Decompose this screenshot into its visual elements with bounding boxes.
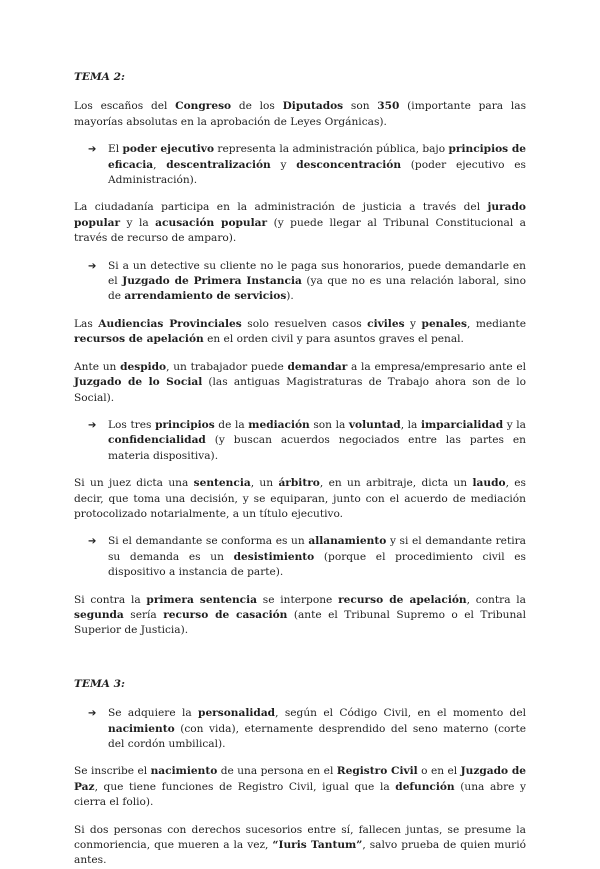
text-run: , según el Código Civil, en el momento del [275, 707, 526, 720]
text-run: de los [231, 100, 283, 113]
bold-term: poder ejecutivo [122, 143, 215, 156]
arrow-bullet-icon: ➔ [88, 260, 97, 272]
paragraph [74, 99, 526, 130]
text-run: de una persona en el [217, 765, 337, 778]
text-run: de la [214, 418, 249, 431]
text-run: Si a un detective su cliente no le paga sus honorarios, puede demandarle en el [108, 259, 526, 288]
bold-term: “Iuris Tantum” [272, 839, 363, 852]
text-run: o en el [417, 765, 461, 778]
bold-term: primera sentencia [146, 593, 257, 606]
bold-term: jurado popular [74, 201, 526, 229]
text-run: y [404, 317, 422, 330]
text-run: representa la administración pública, bajo [214, 143, 449, 156]
text-run: , mediante [466, 317, 526, 330]
bold-term: recurso de apelación [338, 593, 467, 606]
text-run: Si contra la [74, 593, 147, 606]
paragraph [74, 200, 526, 246]
bold-term: desistimiento [233, 550, 315, 563]
text-run: en el orden civil y para asuntos graves el penal. [203, 333, 464, 346]
text-run: , que tiene funciones de Registro Civil, igual que la [94, 780, 396, 793]
bold-term: voluntad [348, 418, 401, 431]
text-run: (ante el Tribunal Supremo o el Tribunal Superior de Justicia). [74, 608, 527, 637]
bold-term: Congreso [175, 100, 232, 113]
text-run: Las [74, 317, 99, 330]
section-heading: TEMA 2: [74, 71, 125, 83]
bullet-item [74, 706, 526, 752]
text-run: , es decir, que toma una decisión, y se equiparan, junto con el acuerdo de mediación protocolizado notarialmente, a un título ejecutivo. [74, 477, 526, 520]
text-run: ). [286, 290, 294, 303]
text-run: y [270, 158, 297, 171]
text-run: y la [503, 418, 526, 431]
bold-term: principios de eficacia [108, 143, 526, 171]
bold-term: defunción [395, 780, 455, 793]
bullet-item [74, 142, 526, 188]
text-run: Se inscribe el [74, 765, 151, 778]
bold-term: demandar [287, 360, 348, 373]
bold-term: imparcialidad [420, 418, 504, 431]
text-run: (y puede llegar al Tribunal Constitucional a través de recurso de amparo). [74, 216, 527, 245]
text-run: (las antiguas Magistraturas de Trabajo ahora son de lo Social). [74, 376, 526, 404]
bold-term: personalidad [198, 707, 276, 720]
text-run: , la [400, 418, 421, 431]
bullet-item [74, 259, 526, 305]
text-run: El [108, 143, 123, 156]
paragraph [74, 593, 526, 639]
paragraph [74, 764, 526, 810]
arrow-bullet-icon: ➔ [88, 536, 97, 548]
text-run: solo resuelven casos [241, 317, 368, 330]
bold-term: allanamiento [308, 535, 387, 548]
bold-term: Registro Civil [336, 765, 418, 778]
bold-term: mediación [248, 418, 310, 431]
text-run: (importante para las mayorías absolutas en la aprobación de Leyes Orgánicas). [74, 100, 527, 128]
paragraph [74, 823, 526, 869]
bold-term: Juzgado de Primera Instancia [122, 275, 302, 288]
text-run: , [153, 158, 167, 171]
bold-term: civiles [367, 317, 405, 330]
text-run: son [343, 100, 378, 113]
bold-term: recursos de apelación [74, 333, 204, 346]
bold-term: principios [155, 418, 215, 431]
text-run: Si el demandante se conforma es un [108, 535, 309, 548]
text-run: y la [120, 216, 156, 229]
text-run: (poder ejecutivo es Administración). [108, 158, 526, 187]
text-run: se interpone [257, 593, 339, 606]
bold-term: sentencia [193, 477, 251, 490]
bold-term: despido [120, 360, 167, 373]
paragraph [74, 360, 526, 406]
section-spacer [74, 651, 526, 671]
bold-term: 350 [377, 100, 400, 113]
bold-term: desconcentración [296, 158, 402, 171]
text-run: y si el demandante retira su demanda es un [108, 535, 526, 563]
bold-term: penales [421, 317, 467, 330]
bold-term: Juzgado de Paz [74, 765, 526, 793]
text-run: (una abre y cierra el folio). [74, 780, 526, 809]
arrow-bullet-icon: ➔ [88, 144, 97, 156]
text-run: (con vida), eternamente desprendido del seno materno (corte del cordón umbilical). [108, 722, 526, 750]
paragraph [74, 476, 526, 522]
text-run: (ya que no es una relación laboral, sino de [108, 275, 527, 303]
bold-term: segunda [74, 608, 124, 621]
text-run: , contra la [466, 593, 526, 606]
text-run: son la [309, 418, 349, 431]
text-run: sería [123, 608, 164, 621]
text-run: Ante un [74, 360, 121, 373]
bold-term: acusación popular [155, 216, 268, 229]
bold-term: descentralización [166, 158, 271, 171]
bold-term: arrendamiento de servicios [124, 290, 287, 303]
text-run: Se adquiere la [108, 707, 199, 720]
text-run: (porque el procedimiento civil es dispositivo a instancia de parte). [108, 550, 526, 579]
text-run: Los tres [108, 418, 156, 431]
text-run: La ciudadanía participa en la administración de justicia a través del [74, 201, 488, 214]
arrow-bullet-icon: ➔ [88, 708, 97, 720]
text-run: Si un juez dicta una [74, 477, 194, 490]
bold-term: nacimiento [150, 765, 218, 778]
text-run: Si dos personas con derechos sucesorios entre sí, fallecen juntas, se presume la conmoriencia, que mueren a la vez, [74, 823, 526, 852]
arrow-bullet-icon: ➔ [88, 419, 97, 431]
bold-term: confidencialidad [108, 434, 206, 447]
text-run: , un trabajador puede [166, 360, 288, 373]
text-run: , salvo prueba de quien murió antes. [74, 839, 527, 867]
bold-term: Diputados [282, 100, 344, 113]
text-run: Los escaños del [74, 100, 176, 113]
bullet-item [74, 418, 526, 464]
bold-term: Audiencias Provinciales [98, 317, 242, 330]
text-run: , en un arbitraje, dicta un [319, 477, 473, 490]
paragraph [74, 317, 526, 348]
bold-term: laudo [472, 477, 506, 490]
text-run: , un [250, 477, 279, 490]
text-run: (y buscan acuerdos negociados entre las partes en materia dispositiva). [108, 434, 526, 462]
text-run: a la empresa/empresario ante el [347, 360, 526, 373]
section-heading: TEMA 3: [74, 677, 125, 690]
bullet-item [74, 534, 526, 580]
bold-term: recurso de casación [163, 608, 288, 621]
bold-term: árbitro [278, 477, 320, 490]
bold-term: nacimiento [108, 722, 175, 735]
bold-term: Juzgado de lo Social [74, 376, 203, 389]
